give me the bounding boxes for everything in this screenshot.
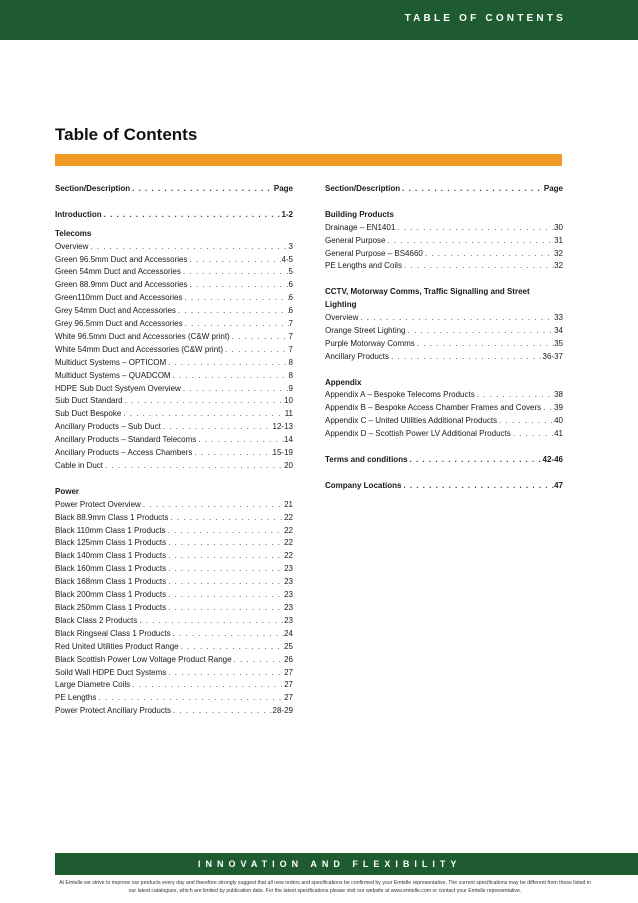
toc-header-label: Section/Description xyxy=(55,184,131,193)
toc-entry[interactable] xyxy=(55,641,293,654)
toc-entry-page: 32 xyxy=(554,248,563,258)
toc-entry-label: Cable in Duct xyxy=(55,461,104,471)
toc-entry-label: Black Scottish Power Low Voltage Product Range xyxy=(55,654,232,664)
toc-entry-label: Black 125mm Class 1 Products xyxy=(55,538,167,548)
toc-entry-label: Black 160mm Class 1 Products xyxy=(55,564,167,574)
toc-entry[interactable] xyxy=(325,248,563,261)
toc-entry-page: 11 xyxy=(284,409,293,419)
toc-entry[interactable] xyxy=(55,667,293,680)
toc-entry[interactable] xyxy=(55,331,293,344)
toc-entry-label: Black 168mm Class 1 Products xyxy=(55,577,167,587)
toc-entry-company-locations[interactable] xyxy=(325,480,563,493)
toc-entry-label: Overview xyxy=(325,313,359,323)
toc-entry[interactable] xyxy=(55,615,293,628)
toc-entry-label: Overview xyxy=(55,241,89,251)
toc-entry[interactable] xyxy=(55,292,293,305)
toc-entry-label: Black Class 2 Products xyxy=(55,615,138,625)
toc-entry-page: 39 xyxy=(554,403,563,413)
power-list xyxy=(55,499,293,718)
toc-entry-page: 23 xyxy=(284,615,293,625)
toc-entry-label: Green110mm Duct and Accessories xyxy=(55,293,183,303)
toc-entry-label: Appendix D – Scottish Power LV Additional Products xyxy=(325,429,511,439)
toc-entry-page: 6 xyxy=(288,280,293,290)
toc-entry-page: 27 xyxy=(284,693,293,703)
toc-entry[interactable] xyxy=(55,370,293,383)
toc-entry[interactable] xyxy=(325,325,563,338)
toc-entry[interactable] xyxy=(325,338,563,351)
telecoms-list xyxy=(55,241,293,473)
toc-entry-label: PE Lengths xyxy=(55,693,97,703)
toc-entry-label: Purple Motorway Comms xyxy=(325,338,415,348)
toc-entry-label: Green 96.5mm Duct and Accessories xyxy=(55,254,188,264)
toc-entry-label: Drainage – EN1401 xyxy=(325,222,396,232)
toc-entry-label: Ancillary Products xyxy=(325,351,390,361)
toc-entry-page: 23 xyxy=(284,590,293,600)
toc-entry-page: 6 xyxy=(288,293,293,303)
toc-entry[interactable] xyxy=(325,235,563,248)
toc-entry-label: Introduction xyxy=(55,209,102,219)
toc-entry-page: 8 xyxy=(288,370,293,380)
toc-entry-page: 35 xyxy=(554,338,563,348)
toc-entry-page: 5 xyxy=(288,267,293,277)
toc-entry-introduction[interactable] xyxy=(55,209,293,222)
toc-entry-page: 41 xyxy=(554,429,563,439)
toc-entry[interactable] xyxy=(325,312,563,325)
toc-header-row xyxy=(325,183,563,196)
section-heading-power: Power xyxy=(55,486,80,496)
toc-entry-page: 23 xyxy=(284,564,293,574)
toc-entry-page: 23 xyxy=(284,602,293,612)
toc-entry[interactable] xyxy=(55,434,293,447)
footer-band xyxy=(55,853,638,875)
toc-entry[interactable] xyxy=(55,628,293,641)
toc-header-label: Section/Description xyxy=(325,184,401,193)
toc-header-row xyxy=(55,183,293,196)
toc-entry[interactable] xyxy=(55,499,293,512)
toc-entry-label: Appendix C – United Utilities Additional Products xyxy=(325,416,498,426)
toc-entry-label: Sub Duct Standard xyxy=(55,396,123,406)
toc-entry-page: 14 xyxy=(284,435,293,445)
toc-entry[interactable] xyxy=(325,222,563,235)
page-title: Table of Contents xyxy=(55,125,198,144)
toc-entry-page: 33 xyxy=(554,313,563,323)
toc-entry-label: White 54mm Duct and Accessories (C&W print) xyxy=(55,344,224,354)
toc-entry-page: 4-5 xyxy=(281,254,293,264)
toc-entry-label: Grey 54mm Duct and Accessories xyxy=(55,306,176,316)
toc-entry-page: 7 xyxy=(288,344,293,354)
toc-entry-page: 10 xyxy=(284,396,293,406)
toc-entry-page: 24 xyxy=(284,628,293,638)
toc-entry[interactable] xyxy=(55,679,293,692)
toc-entry-page: 7 xyxy=(288,331,293,341)
toc-right-column xyxy=(325,183,563,493)
toc-entry-label: Terms and conditions xyxy=(325,454,408,464)
toc-entry[interactable] xyxy=(55,576,293,589)
toc-entry[interactable] xyxy=(325,389,563,402)
toc-entry-page: 30 xyxy=(554,222,563,232)
toc-entry[interactable] xyxy=(55,602,293,615)
toc-entry-terms-and-conditions[interactable] xyxy=(325,454,563,467)
toc-entry-page: 27 xyxy=(284,667,293,677)
toc-entry-label: PE Lengths and Coils xyxy=(325,261,402,271)
toc-entry-label: Black 250mm Class 1 Products xyxy=(55,602,167,612)
toc-entry-label: Power Protect Overview xyxy=(55,499,141,509)
toc-entry-page: 3 xyxy=(288,241,293,251)
toc-entry-label: General Purpose xyxy=(325,235,386,245)
toc-entry[interactable] xyxy=(55,705,293,718)
toc-entry[interactable] xyxy=(55,550,293,563)
toc-entry[interactable] xyxy=(55,563,293,576)
toc-entry-page: 23 xyxy=(284,577,293,587)
title-underline-bar xyxy=(55,154,562,166)
section-heading-telecoms: Telecoms xyxy=(55,228,92,238)
toc-entry[interactable] xyxy=(55,344,293,357)
toc-entry-label: Black Ringseal Class 1 Products xyxy=(55,628,171,638)
toc-entry-page: 47 xyxy=(554,480,563,490)
toc-header-page: Page xyxy=(273,184,293,193)
toc-entry-page: 22 xyxy=(284,525,293,535)
toc-entry-label: Black 88.9mm Class 1 Products xyxy=(55,512,169,522)
toc-entry-label: Ancillary Products – Sub Duct xyxy=(55,422,161,432)
toc-entry-label: Ancillary Products – Access Chambers xyxy=(55,448,193,458)
toc-entry-page: 31 xyxy=(554,235,563,245)
toc-entry-label: Grey 96.5mm Duct and Accessories xyxy=(55,319,183,329)
toc-entry-page: 36-37 xyxy=(542,351,563,361)
toc-entry[interactable] xyxy=(55,357,293,370)
appendix-list xyxy=(325,389,563,441)
toc-entry[interactable] xyxy=(325,260,563,273)
toc-header-page: Page xyxy=(543,184,563,193)
cctv-list xyxy=(325,312,563,364)
toc-entry-label: Appendix A – Bespoke Telecoms Products xyxy=(325,390,475,400)
toc-entry-label: Multiduct Systems – QUADCOM xyxy=(55,370,171,380)
section-heading-building-products: Building Products xyxy=(325,209,394,219)
toc-entry[interactable] xyxy=(55,589,293,602)
toc-entry-page: 20 xyxy=(284,461,293,471)
toc-entry-label: Power Protect Ancillary Products xyxy=(55,706,172,716)
toc-entry[interactable] xyxy=(55,537,293,550)
toc-entry-page: 40 xyxy=(554,416,563,426)
toc-entry-page: 22 xyxy=(284,551,293,561)
toc-entry[interactable] xyxy=(55,460,293,473)
toc-entry-label: Sub Duct Bespoke xyxy=(55,409,122,419)
toc-entry-page: 27 xyxy=(284,680,293,690)
section-heading-appendix: Appendix xyxy=(325,377,362,387)
toc-entry[interactable] xyxy=(55,305,293,318)
toc-entry-page: 34 xyxy=(554,325,563,335)
toc-entry[interactable] xyxy=(55,318,293,331)
toc-entry-page: 9 xyxy=(288,383,293,393)
toc-entry-page: 12-13 xyxy=(272,422,293,432)
toc-entry-label: Ancillary Products – Standard Telecoms xyxy=(55,435,197,445)
toc-entry-page: 26 xyxy=(284,654,293,664)
toc-entry[interactable] xyxy=(55,447,293,460)
toc-entry-page: 32 xyxy=(554,261,563,271)
toc-entry-page: 21 xyxy=(284,499,293,509)
toc-entry[interactable] xyxy=(325,428,563,441)
toc-entry-page: 38 xyxy=(554,390,563,400)
toc-entry-page: 28-29 xyxy=(272,706,293,716)
toc-entry[interactable] xyxy=(55,512,293,525)
toc-entry-label: Orange Street Lighting xyxy=(325,325,406,335)
toc-entry[interactable] xyxy=(55,525,293,538)
toc-entry-label: Black 110mm Class 1 Products xyxy=(55,525,166,535)
toc-entry-page: 25 xyxy=(284,641,293,651)
toc-left-column xyxy=(55,183,293,718)
building-products-list xyxy=(325,222,563,274)
toc-entry[interactable] xyxy=(55,421,293,434)
toc-entry-label: Appendix B – Bespoke Access Chamber Frames and Covers xyxy=(325,403,542,413)
toc-entry-label: General Purpose – BS4660 xyxy=(325,248,423,258)
toc-entry-label: Large Diametre Coils xyxy=(55,680,131,690)
toc-entry-page: 1-2 xyxy=(281,209,293,219)
toc-entry[interactable] xyxy=(55,254,293,267)
toc-entry[interactable] xyxy=(55,383,293,396)
toc-entry-label: Company Locations xyxy=(325,480,402,490)
toc-entry[interactable] xyxy=(55,654,293,667)
header-band-label: TABLE OF CONTENTS xyxy=(404,13,566,24)
toc-entry-label: Black 140mm Class 1 Products xyxy=(55,551,167,561)
toc-entry[interactable] xyxy=(55,395,293,408)
toc-entry-page: 7 xyxy=(288,319,293,329)
toc-entry-label: Red United Utilities Product Range xyxy=(55,641,179,651)
toc-entry-page: 8 xyxy=(288,357,293,367)
toc-entry[interactable] xyxy=(55,266,293,279)
footer-band-label: INNOVATION AND FLEXIBILITY xyxy=(198,859,462,869)
toc-entry-page: 6 xyxy=(288,306,293,316)
toc-entry[interactable] xyxy=(55,241,293,254)
toc-entry[interactable] xyxy=(55,408,293,421)
toc-entry-label: White 96.5mm Duct and Accessories (C&W print) xyxy=(55,331,230,341)
toc-entry-page: 42-46 xyxy=(542,454,563,464)
toc-entry-label: Soild Wall HDPE Duct Systems xyxy=(55,667,167,677)
footer-disclaimer: At Emtelle we strive to improve our products every day and therefore strongly suggest that all new orders and specifications be confirmed by your Emtelle representative. The current specifications may be different from those listed in our latest catalogues, which are limited by publication date. For the latest specifications please visit our website at www.emtelle.com or contact your Emtelle representative. xyxy=(59,880,591,894)
toc-entry-label: Multiduct Systems – OPTICOM xyxy=(55,357,167,367)
toc-entry[interactable] xyxy=(325,351,563,364)
toc-entry[interactable] xyxy=(55,692,293,705)
toc-entry-label: Green 54mm Duct and Accessories xyxy=(55,267,181,277)
toc-entry-label: Green 88.9mm Duct and Accessories xyxy=(55,280,188,290)
toc-entry-page: 15-19 xyxy=(272,448,293,458)
toc-entry-label: HDPE Sub Duct Systyem Overview xyxy=(55,383,181,393)
toc-entry[interactable] xyxy=(55,279,293,292)
toc-entry-label: Black 200mm Class 1 Products xyxy=(55,590,167,600)
toc-entry-page: 22 xyxy=(284,512,293,522)
header-band xyxy=(0,0,638,40)
section-heading-cctv: CCTV, Motorway Comms, Traffic Signalling and Street Lighting xyxy=(325,287,530,310)
toc-entry[interactable] xyxy=(325,402,563,415)
toc-entry[interactable] xyxy=(325,415,563,428)
toc-entry-page: 22 xyxy=(284,538,293,548)
